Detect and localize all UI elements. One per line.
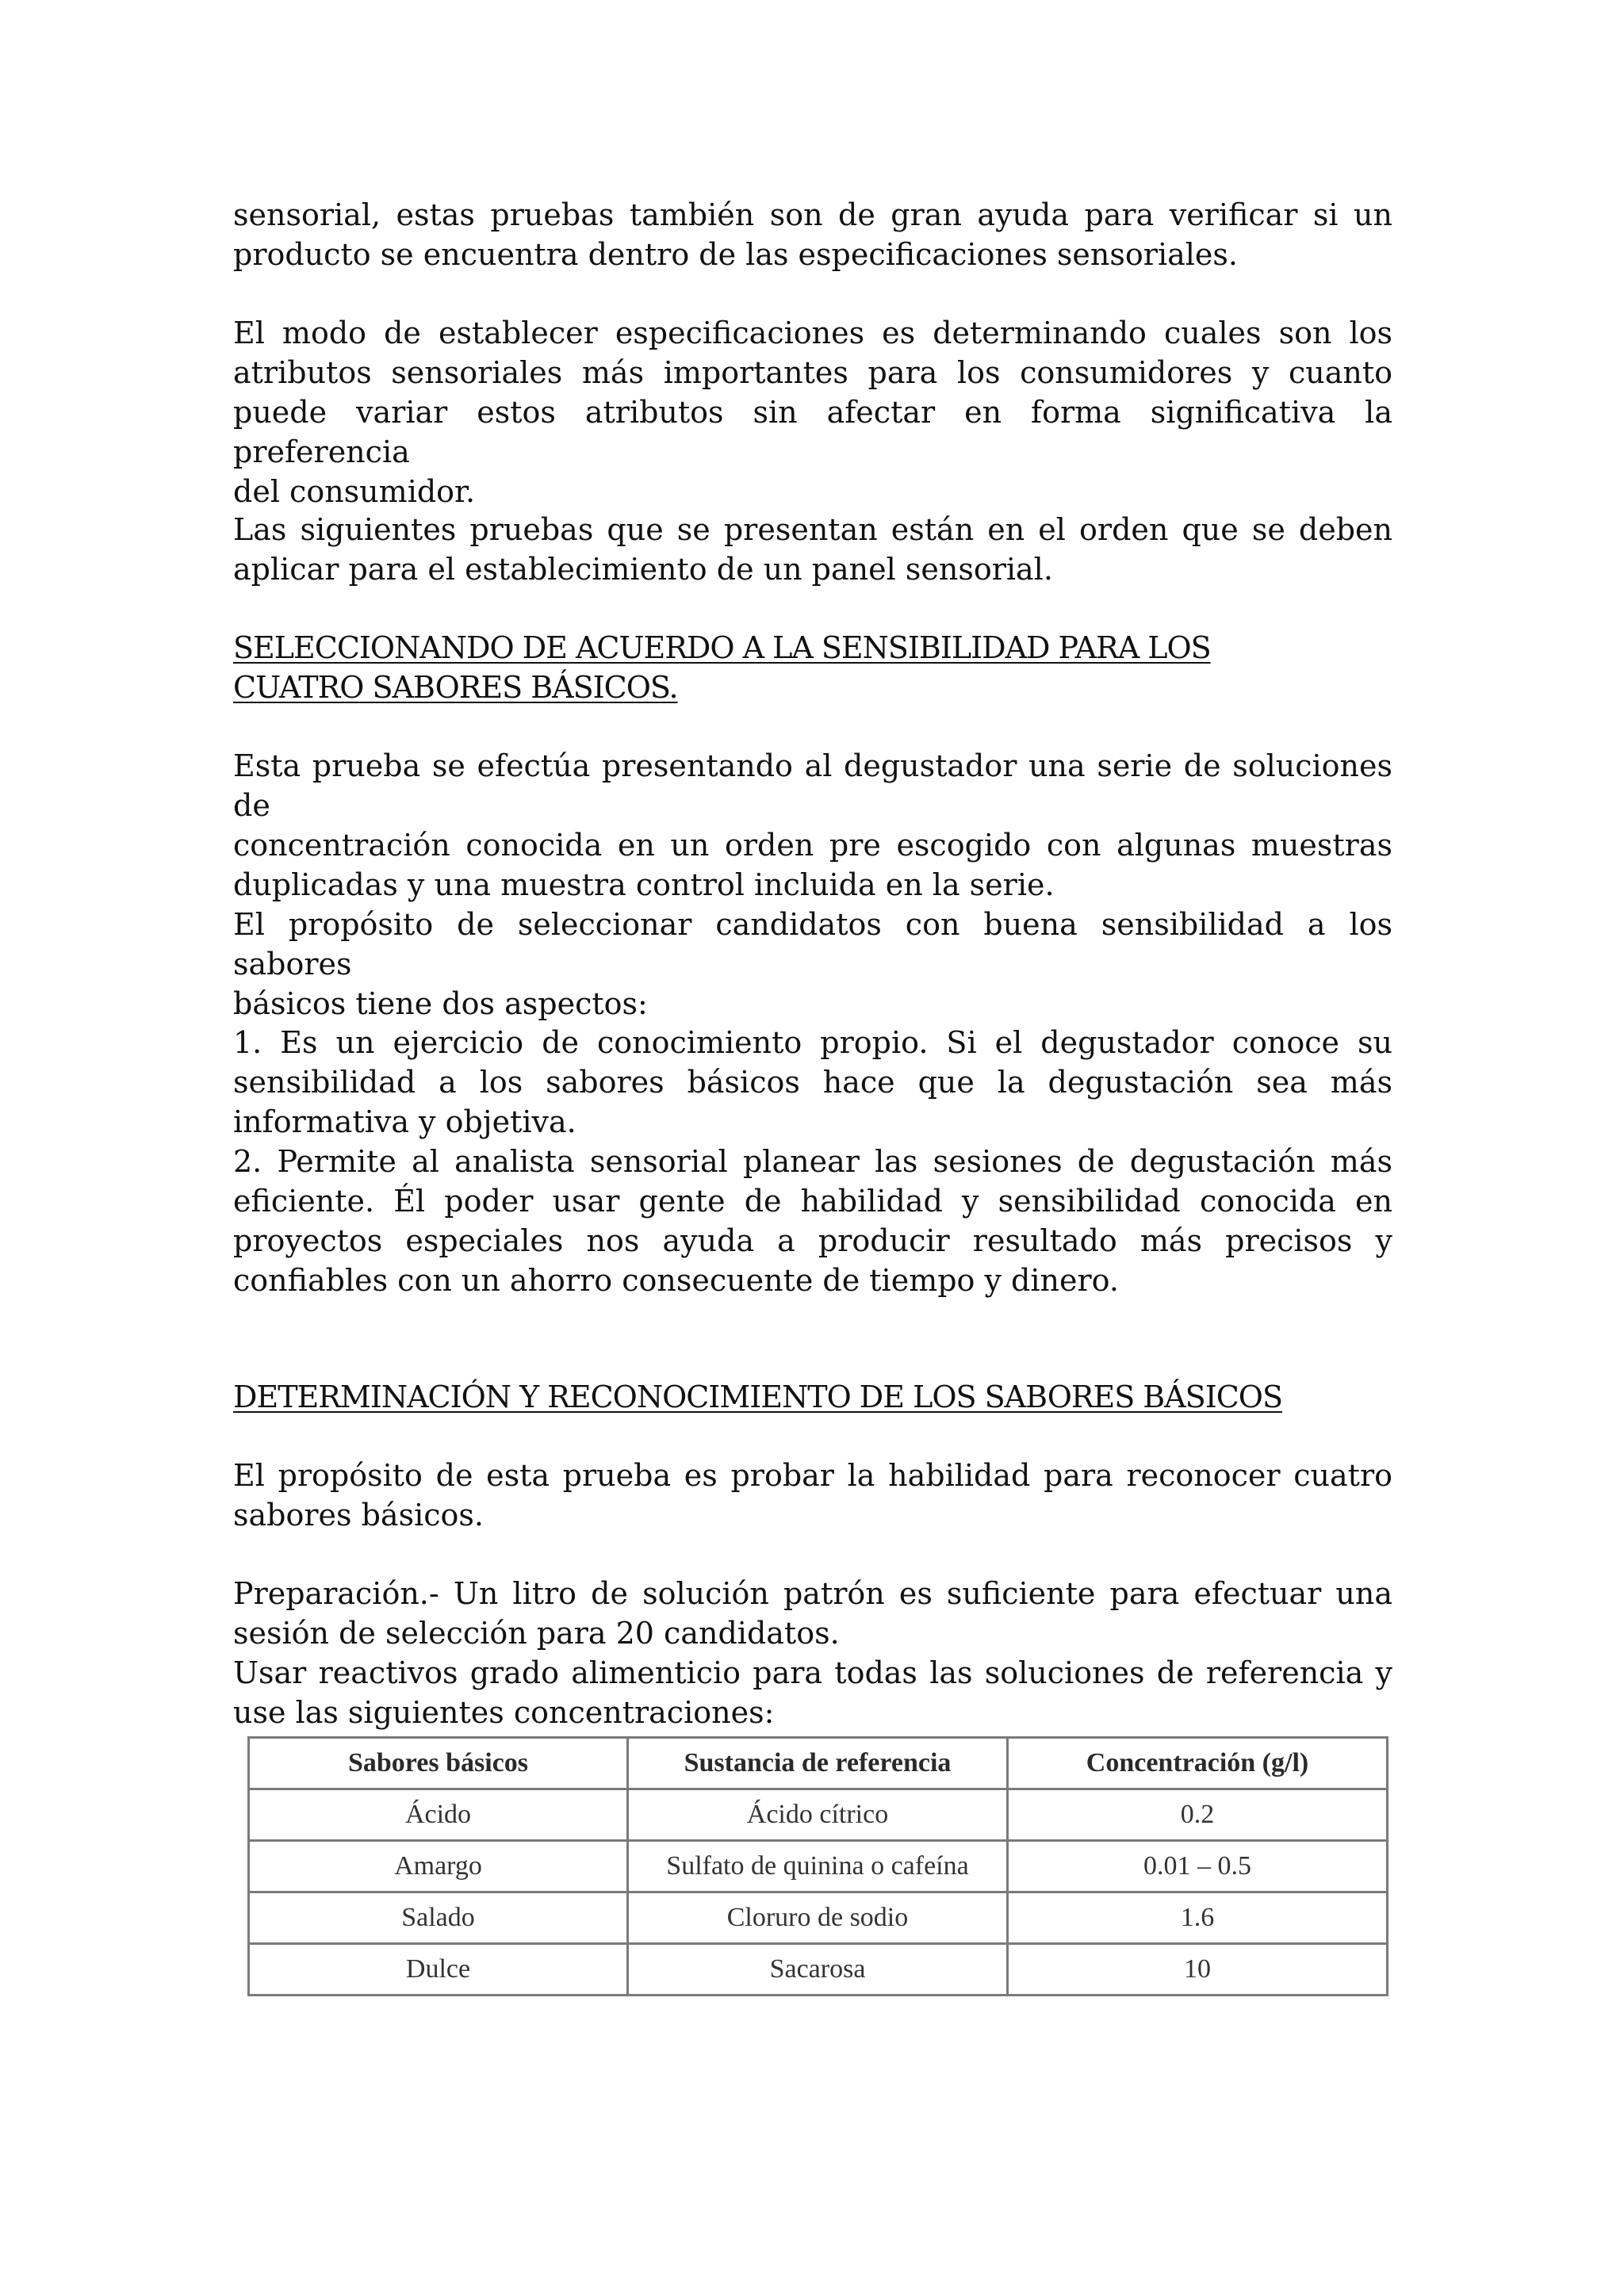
text-line: puede variar estos atributos sin afectar en forma significativa la preferencia [233, 395, 1392, 469]
text-line: Preparación.- Un litro de solución patrón es suficiente para efectuar una [233, 1576, 1392, 1611]
table-row [249, 1789, 1388, 1841]
column-header: Sustancia de referencia [628, 1738, 1008, 1789]
text-line: atributos sensoriales más importantes para los consumidores y cuanto [233, 355, 1392, 390]
text-line: El modo de establecer especificaciones es determinando cuales son los [233, 316, 1392, 350]
table-cell: Salado [249, 1892, 628, 1944]
column-header: Concentración (g/l) [1008, 1738, 1388, 1789]
text-line: Usar reactivos grado alimenticio para todas las soluciones de referencia y [233, 1655, 1392, 1690]
heading-seleccionando [233, 628, 1392, 707]
reference-table [247, 1736, 1388, 1996]
table-cell: 1.6 [1008, 1892, 1388, 1944]
text-line: Esta prueba se efectúa presentando al degustador una serie de soluciones de [233, 748, 1392, 823]
text-line: sabores básicos. [233, 1498, 484, 1533]
table-cell: Amargo [249, 1841, 628, 1892]
paragraph-intro [233, 195, 1392, 274]
text-line: informativa y objetiva. [233, 1104, 576, 1139]
list-item-1 [233, 1023, 1392, 1142]
heading-line: SELECCIONANDO DE ACUERDO A LA SENSIBILIDAD PARA LOS [233, 630, 1211, 665]
paragraph-proposito [233, 905, 1392, 1024]
table-header-row [249, 1738, 1388, 1789]
text-line: del consumidor. [233, 474, 476, 509]
paragraph-proposito-prueba [233, 1456, 1392, 1535]
text-line: básicos tiene dos aspectos: [233, 986, 648, 1021]
table-cell: 0.2 [1008, 1789, 1388, 1841]
table-cell: Dulce [249, 1944, 628, 1996]
list-item-2 [233, 1142, 1392, 1300]
table-cell: Ácido cítrico [628, 1789, 1008, 1841]
text-line: El propósito de seleccionar candidatos con buena sensibilidad a los sabores [233, 907, 1392, 982]
text-line: 2. Permite al analista sensorial planear las sesiones de degustación más [233, 1144, 1392, 1179]
text-line: duplicadas y una muestra control incluida en la serie. [233, 867, 1055, 902]
table-row [249, 1841, 1388, 1892]
table-cell: Sacarosa [628, 1944, 1008, 1996]
text-line: eficiente. Él poder usar gente de habilidad y sensibilidad conocida en [233, 1184, 1392, 1219]
paragraph-prueba [233, 746, 1392, 905]
heading-determinacion: DETERMINACIÓN Y RECONOCIMIENTO DE LOS SABORES BÁSICOS [233, 1380, 1282, 1414]
table-cell: Cloruro de sodio [628, 1892, 1008, 1944]
table-cell: Sulfato de quinina o cafeína [628, 1841, 1008, 1892]
text-line: confiables con un ahorro consecuente de tiempo y dinero. [233, 1263, 1119, 1298]
heading-line: CUATRO SABORES BÁSICOS. [233, 670, 678, 705]
column-header: Sabores básicos [249, 1738, 628, 1789]
text-line: producto se encuentra dentro de las especificaciones sensoriales. [233, 237, 1238, 272]
text-line: sensorial, estas pruebas también son de gran ayuda para verificar si un [233, 197, 1392, 232]
table-row [249, 1944, 1388, 1996]
text-line: Las siguientes pruebas que se presentan están en el orden que se deben [233, 512, 1392, 547]
table-cell: Ácido [249, 1789, 628, 1841]
text-line: El propósito de esta prueba es probar la habilidad para reconocer cuatro [233, 1458, 1392, 1493]
paragraph-preparacion [233, 1574, 1392, 1732]
text-line: use las siguientes concentraciones: [233, 1695, 775, 1730]
text-line: concentración conocida en un orden pre escogido con algunas muestras [233, 828, 1392, 863]
text-line: 1. Es un ejercicio de conocimiento propio. Si el degustador conoce su [233, 1025, 1392, 1060]
text-line: sesión de selección para 20 candidatos. [233, 1616, 840, 1651]
text-line: sensibilidad a los sabores básicos hace que la degustación sea más [233, 1065, 1392, 1100]
paragraph-especificaciones [233, 313, 1392, 511]
table-cell: 10 [1008, 1944, 1388, 1996]
text-line: aplicar para el establecimiento de un panel sensorial. [233, 552, 1053, 587]
text-line: proyectos especiales nos ayuda a producir resultado más precisos y [233, 1223, 1392, 1258]
table-row [249, 1892, 1388, 1944]
paragraph-orden [233, 510, 1392, 589]
table-cell: 0.01 – 0.5 [1008, 1841, 1388, 1892]
